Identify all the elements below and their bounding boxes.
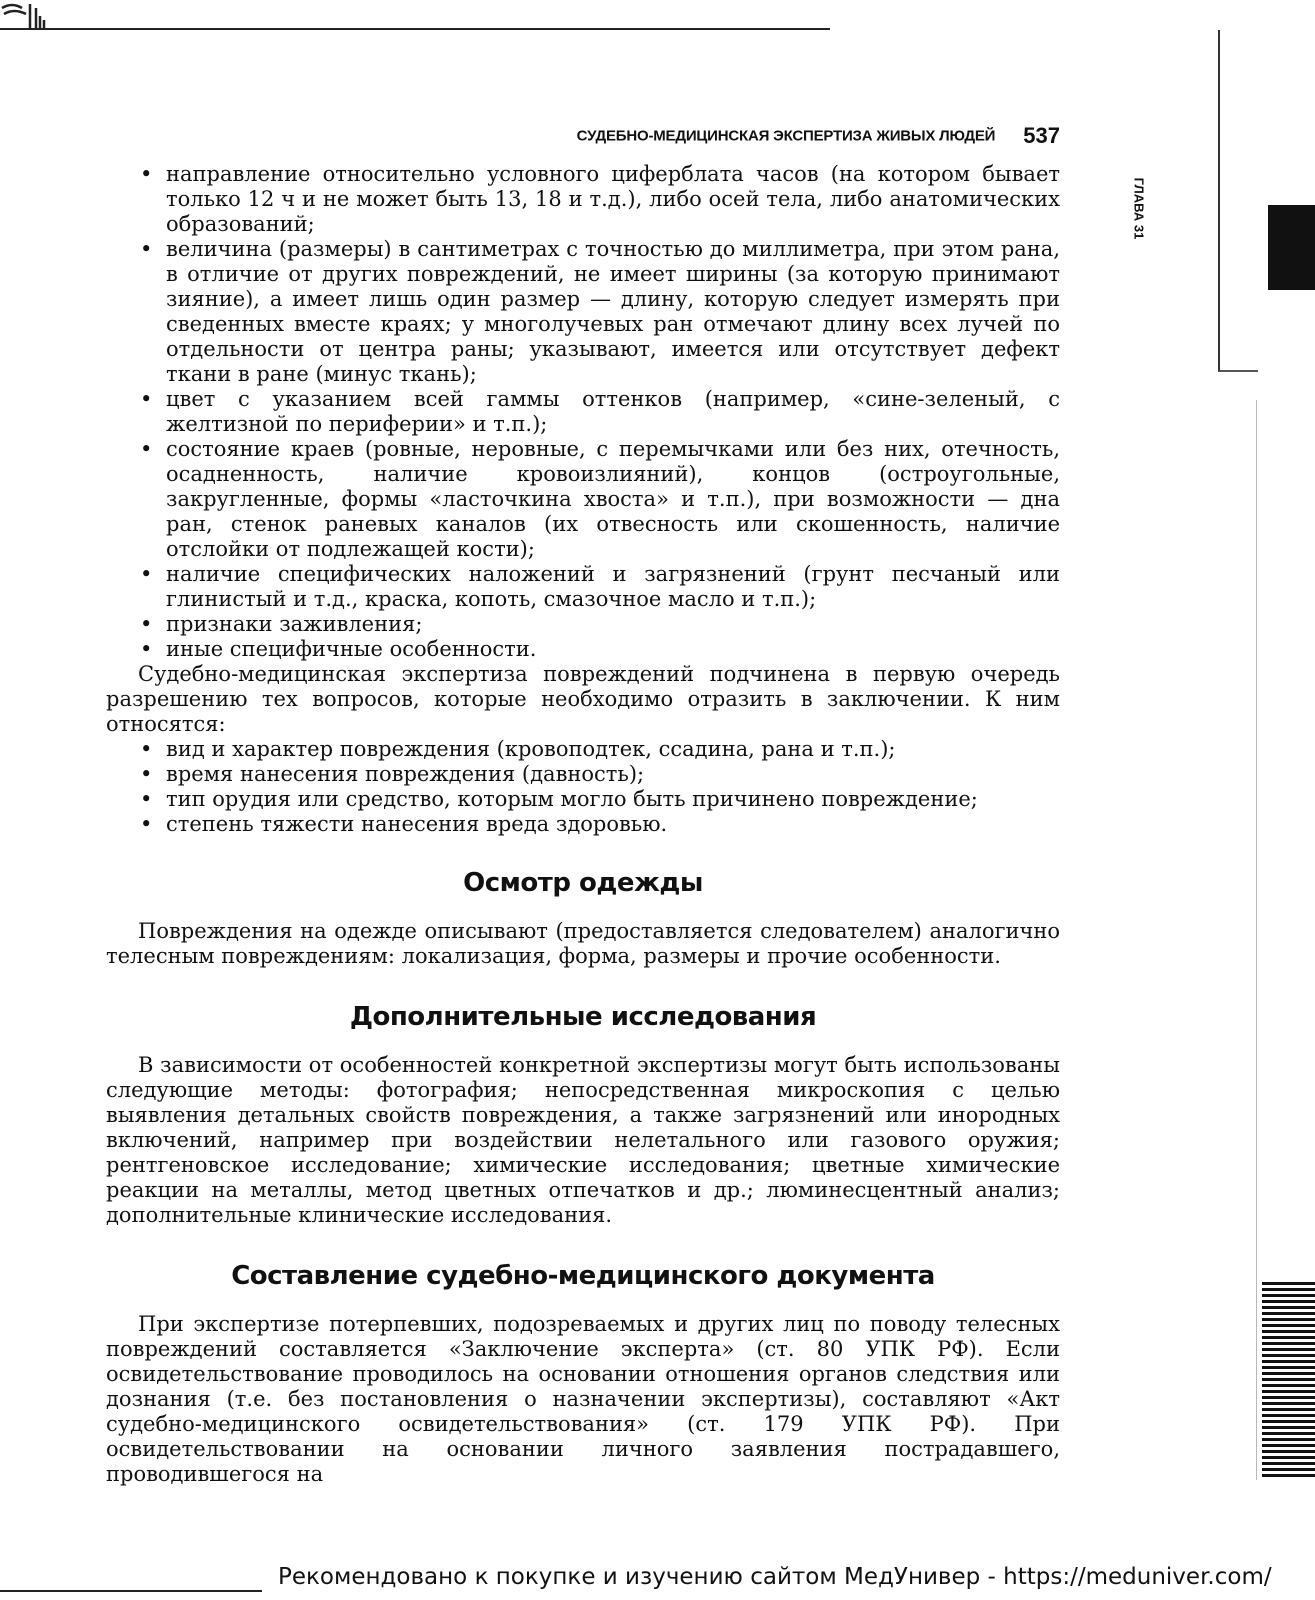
paragraph: В зависимости от особенностей конкретной экспертизы могут быть использованы следующие методы: фотография; непосредственная микроскопия с целью выявления детальных свойств повреждения, а также загрязнений или инородных включений, например при воздействии нелетального или газового оружия; рентгеновское исследование; химические исследования; цветные химические реакции на металлы, метод цветных отпечатков и др.; люминесцентный анализ; дополнительные клинические исследования. — [106, 1053, 1060, 1227]
page-edge-frame — [1218, 30, 1258, 372]
paragraph: Судебно-медицинская экспертиза повреждений подчинена в первую очередь разрешению тех вопросов, которые необходимо отразить в заключении. К ним относятся: — [106, 662, 1060, 736]
footer-watermark: Рекомендовано к покупке и изучению сайтом МедУнивер - https://meduniver.com/ — [278, 1564, 1272, 1590]
list-item: • направление относительно условного циферблата часов (на котором бывает только 12 ч и не может быть 13, 18 и т.д.), либо осей тела, либо анатомических образований; — [106, 162, 1060, 237]
page-edge-line — [1256, 400, 1257, 1480]
chapter-thumb-tab — [1268, 205, 1315, 290]
paragraph: Повреждения на одежде описывают (предоставляется следователем) аналогично телесным повреждениям: локализация, форма, размеры и прочие особенности. — [106, 919, 1060, 968]
list-item: • состояние краев (ровные, неровные, с перемычками или без них, отечность, осадненность, наличие кровоизлияний), концов (остроугольные, закругленные, формы «ласточкина хвоста» и т.п.), при возможности — дна ран, стенок раневых каналов (их отвесность или скошенность, наличие отслойки от подлежащей кости); — [106, 437, 1060, 562]
wound-description-list — [106, 162, 1060, 662]
list-item: • степень тяжести нанесения вреда здоровью. — [106, 812, 1060, 837]
list-item: • величина (размеры) в сантиметрах с точностью до миллиметра, при этом рана, в отличие от других повреждений, не имеет ширины (за которую принимают зияние), а имеет лишь один размер — длину, которую следует измерять при сведенных вместе краях; у многолучевых ран отмечают длину всех лучей по отдельности от центра раны; указывают, имеется или отсутствует дефект ткани в ране (минус ткань); — [106, 237, 1060, 387]
page-number: 537 — [1023, 123, 1060, 148]
page-body — [106, 162, 1060, 1487]
section-heading-extra-studies: Дополнительные исследования — [349, 1002, 817, 1032]
scan-top-rule — [0, 28, 830, 30]
list-item: • цвет с указанием всей гаммы оттенков (например, «сине-зеленый, с желтизной по периферии» и т.п.); — [106, 387, 1060, 437]
running-title: СУДЕБНО-МЕДИЦИНСКАЯ ЭКСПЕРТИЗА ЖИВЫХ ЛЮДЕЙ — [576, 127, 996, 145]
expertise-questions-list — [106, 737, 1060, 837]
list-item: • иные специфичные особенности. — [106, 637, 1060, 662]
list-item: • наличие специфических наложений и загрязнений (грунт песчаный или глинистый и т.д., краска, копоть, смазочное масло и т.п.); — [106, 562, 1060, 612]
chapter-label-text: ГЛАВА 31 — [1131, 177, 1147, 239]
page-header — [120, 123, 1060, 149]
page-edge-stripes — [1262, 1282, 1315, 1478]
list-item: • признаки заживления; — [106, 612, 1060, 637]
list-item: • вид и характер повреждения (кровоподтек, ссадина, рана и т.п.); — [106, 737, 1060, 762]
section-heading-clothes: Осмотр одежды — [463, 868, 703, 898]
chapter-side-label — [1128, 172, 1150, 244]
list-item: • время нанесения повреждения (давность); — [106, 762, 1060, 787]
footer-rule — [0, 1590, 262, 1592]
scan-artifact-icon — [0, 0, 48, 34]
list-item: • тип орудия или средство, которым могло быть причинено повреждение; — [106, 787, 1060, 812]
paragraph: При экспертизе потерпевших, подозреваемых и других лиц по поводу телесных повреждений составляется «Заключение эксперта» (ст. 80 УПК РФ). Если освидетельствование проводилось на основании отношения органов следствия или дознания (т.е. без постановления о назначении экспертизы), составляют «Акт судебно-медицинского освидетельствования» (ст. 179 УПК РФ). При освидетельствовании на основании личного заявления пострадавшего, проводившегося на — [106, 1312, 1060, 1486]
section-heading-document: Составление судебно-медицинского документа — [231, 1261, 935, 1291]
